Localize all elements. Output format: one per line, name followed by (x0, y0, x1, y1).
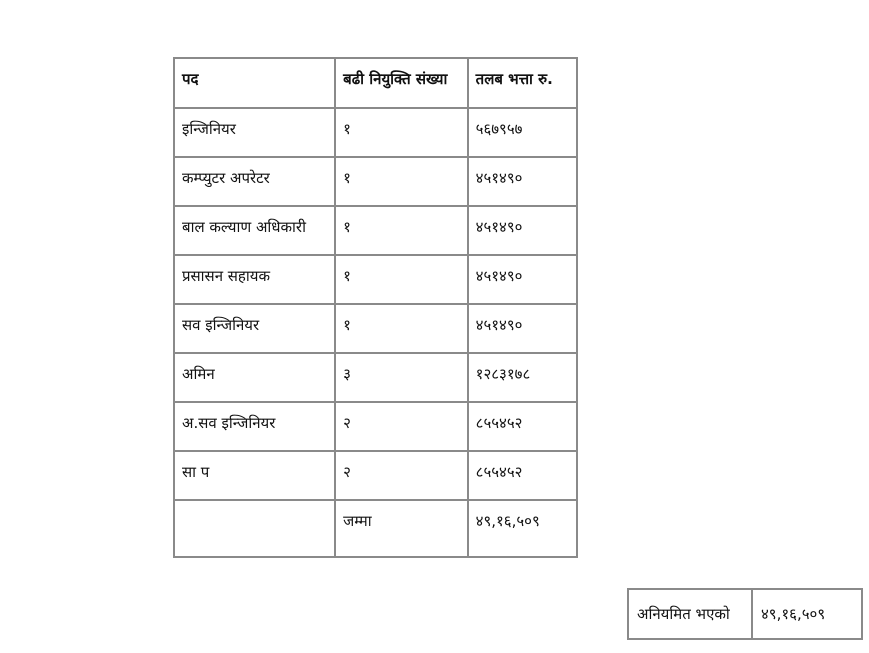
header-salary: तलब भत्ता रु. (468, 58, 577, 108)
cell-post: अमिन (174, 353, 335, 402)
total-label: जम्मा (335, 500, 468, 557)
cell-salary: ५६७९५७ (468, 108, 577, 157)
cell-salary: १२८३१७८ (468, 353, 577, 402)
cell-salary: ४५१४९० (468, 304, 577, 353)
table-header-row (174, 58, 577, 108)
cell-salary: ८५५४५२ (468, 451, 577, 500)
table-row (174, 402, 577, 451)
cell-salary: ४५१४९० (468, 157, 577, 206)
total-value: ४९,१६,५०९ (468, 500, 577, 557)
cell-post: अ.सव इन्जिनियर (174, 402, 335, 451)
cell-count: १ (335, 255, 468, 304)
table-row (174, 304, 577, 353)
cell-salary: ८५५४५२ (468, 402, 577, 451)
table-row (174, 157, 577, 206)
table-total-row (174, 500, 577, 557)
cell-salary: ४५१४९० (468, 206, 577, 255)
summary-row (628, 589, 862, 639)
table-row (174, 108, 577, 157)
staff-salary-table (173, 57, 578, 558)
cell-post: कम्प्युटर अपरेटर (174, 157, 335, 206)
cell-count: १ (335, 157, 468, 206)
cell-post: इन्जिनियर (174, 108, 335, 157)
cell-count: १ (335, 108, 468, 157)
cell-salary: ४५१४९० (468, 255, 577, 304)
table-row (174, 206, 577, 255)
cell-post: सा प (174, 451, 335, 500)
cell-count: १ (335, 304, 468, 353)
table-row (174, 353, 577, 402)
cell-count: २ (335, 451, 468, 500)
irregular-amount-summary (627, 588, 863, 640)
summary-label: अनियमित भएको (628, 589, 752, 639)
table-row (174, 451, 577, 500)
summary-value: ४९,१६,५०९ (752, 589, 862, 639)
header-extra-appointments: बढी नियुक्ति संख्या (335, 58, 468, 108)
cell-post: सव इन्जिनियर (174, 304, 335, 353)
cell-count: १ (335, 206, 468, 255)
cell-count: २ (335, 402, 468, 451)
cell-count: ३ (335, 353, 468, 402)
cell-post: बाल कल्याण अधिकारी (174, 206, 335, 255)
cell-empty (174, 500, 335, 557)
cell-post: प्रसासन सहायक (174, 255, 335, 304)
table-row (174, 255, 577, 304)
header-post: पद (174, 58, 335, 108)
